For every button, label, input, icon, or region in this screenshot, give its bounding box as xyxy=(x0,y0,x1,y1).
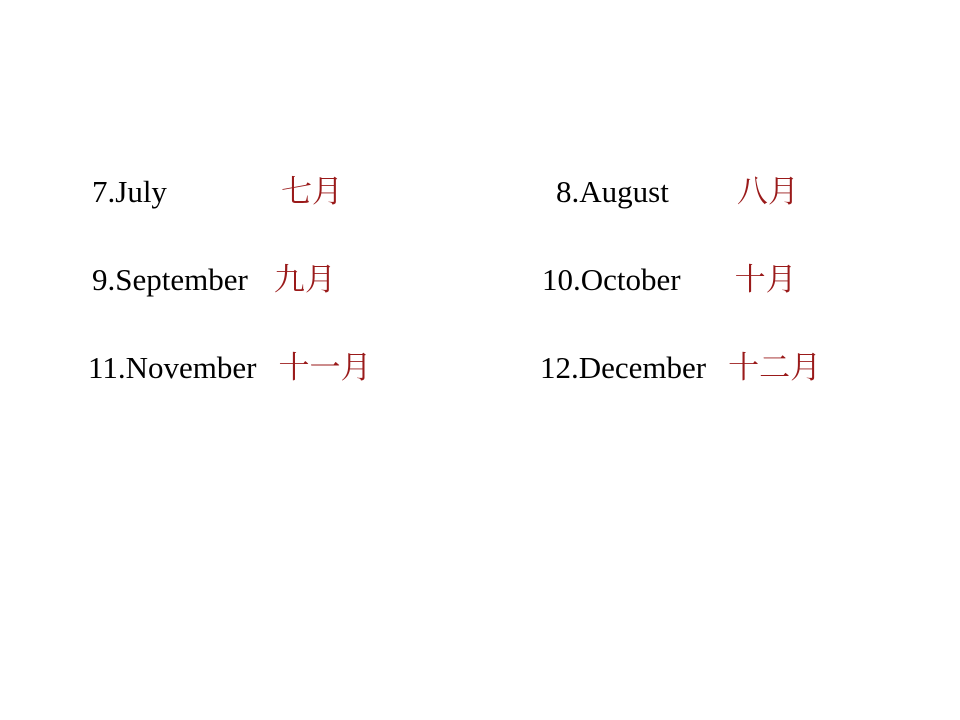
month-english-label: 9.September xyxy=(92,262,248,297)
month-chinese-label: 七月 xyxy=(280,174,343,210)
month-entry-october xyxy=(470,263,960,297)
month-row xyxy=(0,351,960,439)
month-entry-july xyxy=(0,175,470,209)
month-list xyxy=(0,175,960,439)
month-chinese-label: 十一月 xyxy=(278,350,372,386)
month-english-label: 7.July xyxy=(92,174,167,209)
month-entry-december xyxy=(470,351,960,385)
month-row xyxy=(0,263,960,351)
month-chinese-label: 十二月 xyxy=(728,350,822,386)
month-english-label: 8.August xyxy=(556,174,669,209)
month-entry-november xyxy=(0,351,470,385)
month-english-label: 11.November xyxy=(88,350,257,385)
month-english-label: 10.October xyxy=(542,262,681,297)
month-english-label: 12.December xyxy=(540,350,707,385)
month-entry-september xyxy=(0,263,470,297)
month-entry-august xyxy=(470,175,960,209)
month-chinese-label: 八月 xyxy=(736,174,799,210)
month-chinese-label: 九月 xyxy=(273,262,336,298)
month-row xyxy=(0,175,960,263)
month-chinese-label: 十月 xyxy=(734,262,797,298)
